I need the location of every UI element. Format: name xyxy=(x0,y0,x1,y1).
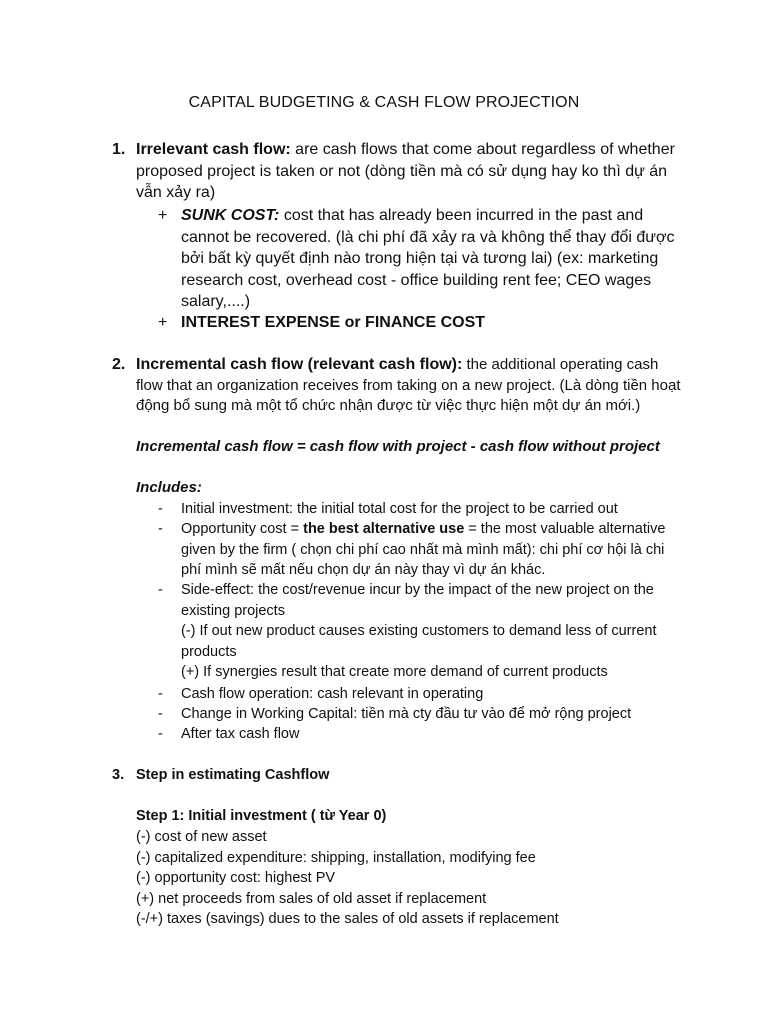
section-3-heading-text: Step in estimating Cashflow xyxy=(136,767,330,783)
section-2-intro xyxy=(136,355,681,417)
step-1-line: (-) capitalized expenditure: shipping, installation, modifying fee xyxy=(136,849,536,866)
side-effect-positive: (+) If synergies result that create more demand of current products xyxy=(181,664,608,680)
working-capital-item: Change in Working Capital: tiền mà cty đầu tư vào để mở rộng project xyxy=(181,706,632,722)
step-1-line: (+) net proceeds from sales of old asset if replacement xyxy=(136,890,487,907)
item-marker: - xyxy=(158,521,163,537)
section-1-intro xyxy=(136,139,676,204)
sunk-cost-label: SUNK COST: xyxy=(181,207,280,224)
opportunity-cost-post: = the most valuable alternative given by the firm ( chọn chi phí cao nhất mà mình mất): chi phí cơ hội là chi phí mình sẽ mất nếu chọn dự án này thay vì dự án khác. xyxy=(181,521,666,578)
side-effect-item xyxy=(181,580,681,683)
step-1-title xyxy=(136,806,386,827)
sunk-cost-marker: + xyxy=(158,207,168,224)
interest-expense-item xyxy=(181,312,676,334)
opportunity-cost-item xyxy=(181,519,677,581)
step-1-line: (-/+) taxes (savings) dues to the sales of old assets if replacement xyxy=(136,911,559,927)
side-effect-text: Side-effect: the cost/revenue incur by the impact of the new project on the existing projects xyxy=(181,582,654,619)
interest-expense-label: INTEREST EXPENSE or FINANCE COST xyxy=(181,314,486,331)
section-3-heading xyxy=(136,765,329,786)
section-2-number: 2. xyxy=(112,356,126,373)
section-1-number: 1. xyxy=(112,141,126,158)
item-marker: - xyxy=(158,686,163,702)
section-3-number: 3. xyxy=(112,767,125,783)
opportunity-cost-bold: the best alternative use xyxy=(303,521,465,537)
item-marker: - xyxy=(158,501,163,517)
section-1-heading: Irrelevant cash flow: xyxy=(136,141,291,158)
document-title: CAPITAL BUDGETING & CASH FLOW PROJECTION xyxy=(188,94,580,111)
sunk-cost-item xyxy=(181,205,676,313)
opportunity-cost-pre: Opportunity cost = xyxy=(181,521,304,537)
step-1-line: (-) cost of new asset xyxy=(136,829,267,845)
side-effect-negative: (-) If out new product causes existing customers to demand less of current products xyxy=(181,623,657,660)
section-2-text: the additional operating cash flow that an organization receives from taking on a new project. (Là dòng tiền hoạt động bổ sung mà một tổ chức nhận được từ việc thực hiện một dự án mới.) xyxy=(136,356,681,414)
after-tax-item: After tax cash flow xyxy=(181,726,300,742)
incremental-formula: Incremental cash flow = cash flow with project - cash flow without project xyxy=(136,438,660,455)
cash-flow-operation-item: Cash flow operation: cash relevant in operating xyxy=(181,686,484,702)
step-1-lines xyxy=(136,827,696,930)
section-1-text: are cash flows that come about regardless of whether proposed project is taken or not (dòng tiền mà có sử dụng hay ko thì dự án vẫn xảy ra) xyxy=(136,141,675,201)
step-1-title-text: Step 1: Initial investment ( từ Year 0) xyxy=(136,808,387,824)
initial-investment-item: Initial investment: the initial total cost for the project to be carried out xyxy=(181,501,618,517)
section-2-heading: Incremental cash flow (relevant cash flow): xyxy=(136,356,463,373)
item-marker: - xyxy=(158,582,163,598)
includes-label: Includes: xyxy=(136,479,202,496)
item-marker: - xyxy=(158,706,163,722)
interest-expense-marker: + xyxy=(158,314,168,331)
sunk-cost-text: cost that has already been incurred in the past and cannot be recovered. (là chi phí đã xảy ra và không thể thay đổi được bởi bất kỳ quyết định nào trong hiện tại và tương lai) (ex: marketing research cost, overhead cost - office building rent fee; CEO wages salary,....) xyxy=(181,207,675,310)
step-1-line: (-) opportunity cost: highest PV xyxy=(136,870,336,886)
item-marker: - xyxy=(158,726,163,742)
